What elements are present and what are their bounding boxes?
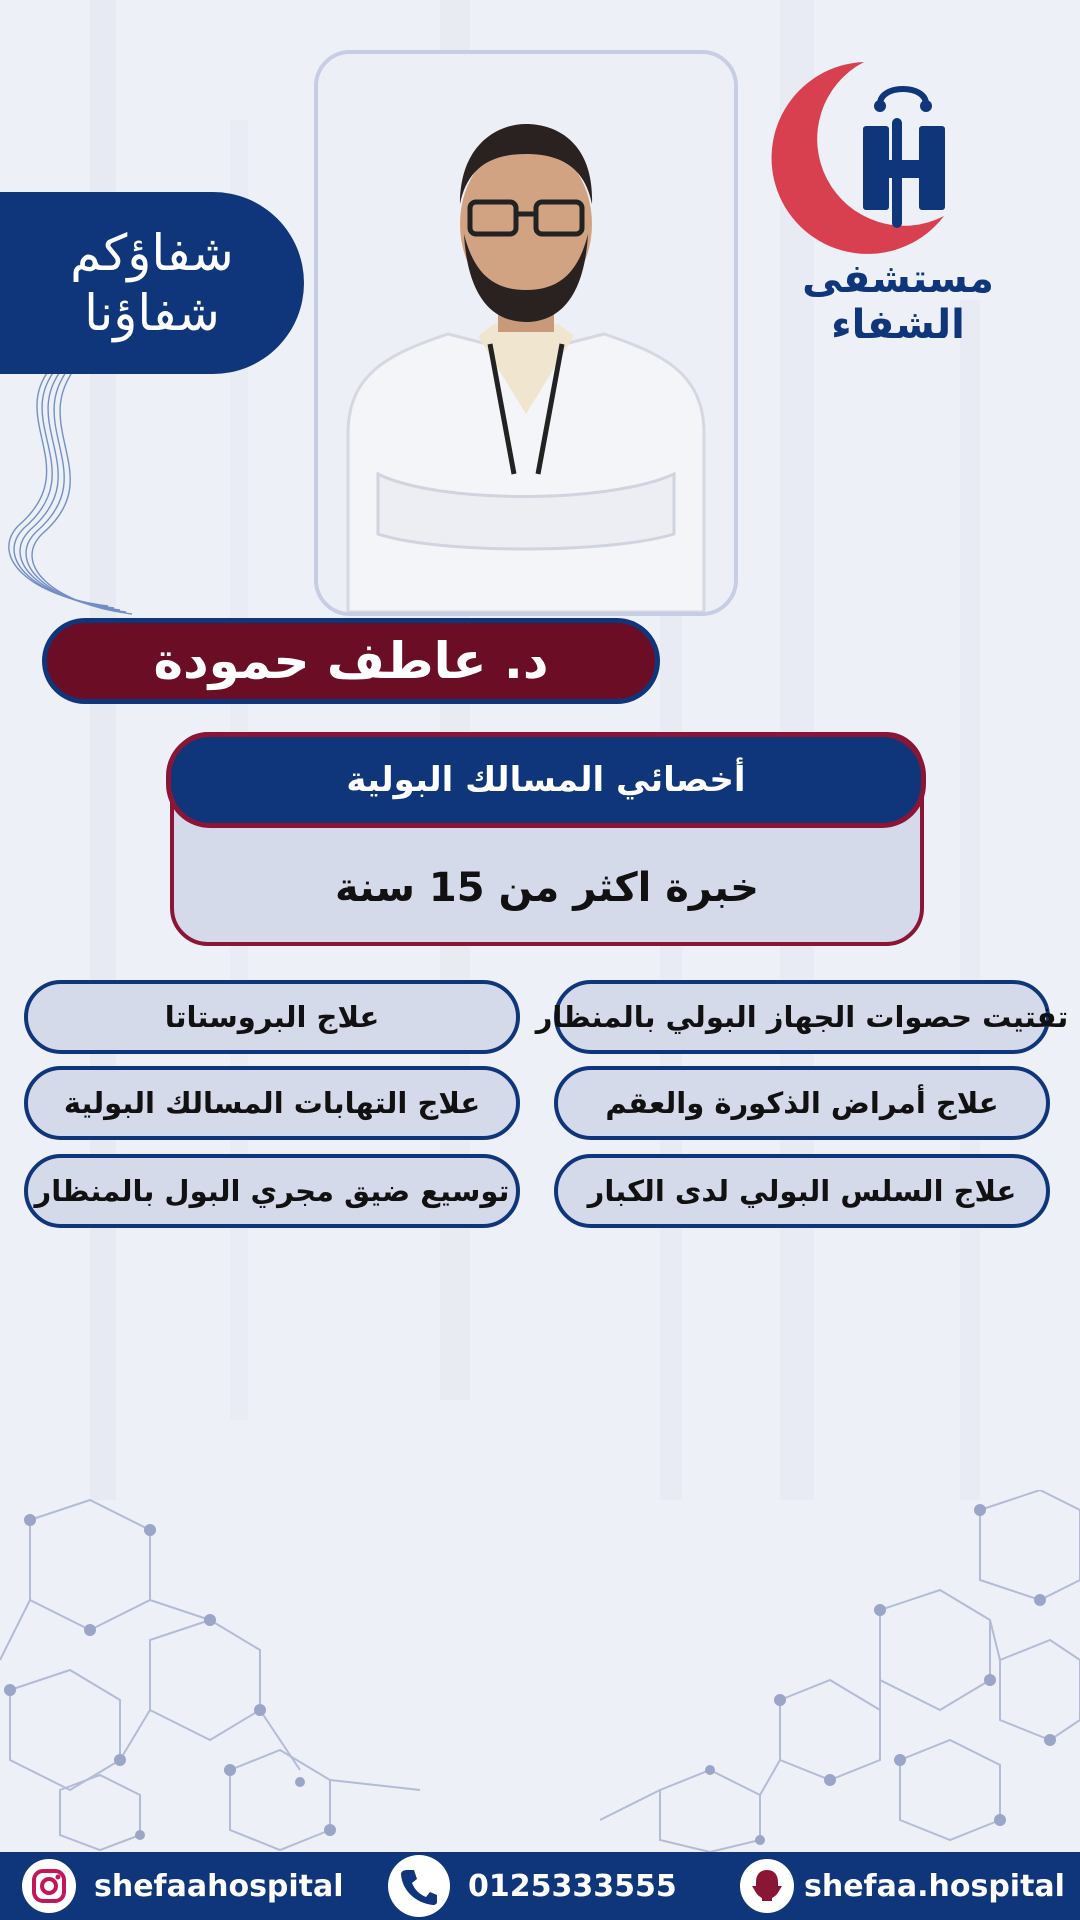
instagram-handle: shefaahospital	[94, 1868, 344, 1904]
phone-icon	[388, 1855, 450, 1917]
experience-text: خبرة اكثر من 15 سنة	[335, 865, 759, 911]
wave-lines-decoration	[0, 360, 160, 620]
phone-number: 0125333555	[468, 1868, 677, 1904]
doctor-portrait-illustration	[318, 54, 734, 612]
instagram-link[interactable]	[22, 1852, 344, 1920]
slogan-badge	[0, 192, 304, 374]
snapchat-link[interactable]	[740, 1852, 1065, 1920]
doctor-photo	[314, 50, 738, 616]
snapchat-icon	[740, 1859, 794, 1913]
slogan-line-1: شفاؤكم	[70, 224, 234, 282]
hex-network-decoration-right	[600, 1490, 1080, 1852]
doctor-name: د. عاطف حمودة	[42, 618, 660, 704]
footer-bar	[0, 1852, 1080, 1920]
specialty-title: أخصائي المسالك البولية	[166, 732, 926, 828]
snapchat-handle: shefaa.hospital	[804, 1868, 1065, 1904]
hospital-name: مستشفى الشفاء	[802, 256, 994, 348]
phone-link[interactable]	[388, 1852, 677, 1920]
specialty-card	[170, 732, 924, 946]
hospital-logo	[748, 56, 1048, 348]
instagram-icon	[22, 1859, 76, 1913]
service-item: علاج التهابات المسالك البولية	[24, 1066, 520, 1140]
hex-network-decoration-left	[0, 1490, 560, 1852]
service-item: علاج أمراض الذكورة والعقم	[554, 1066, 1050, 1140]
hospital-logo-icon	[748, 56, 1048, 256]
service-item: تفتيت حصوات الجهاز البولي بالمنظار	[554, 980, 1050, 1054]
slogan-line-2: شفاؤنا	[84, 284, 220, 342]
service-item: توسيع ضيق مجري البول بالمنظار	[24, 1154, 520, 1228]
service-item: علاج السلس البولي لدى الكبار	[554, 1154, 1050, 1228]
service-item: علاج البروستاتا	[24, 980, 520, 1054]
